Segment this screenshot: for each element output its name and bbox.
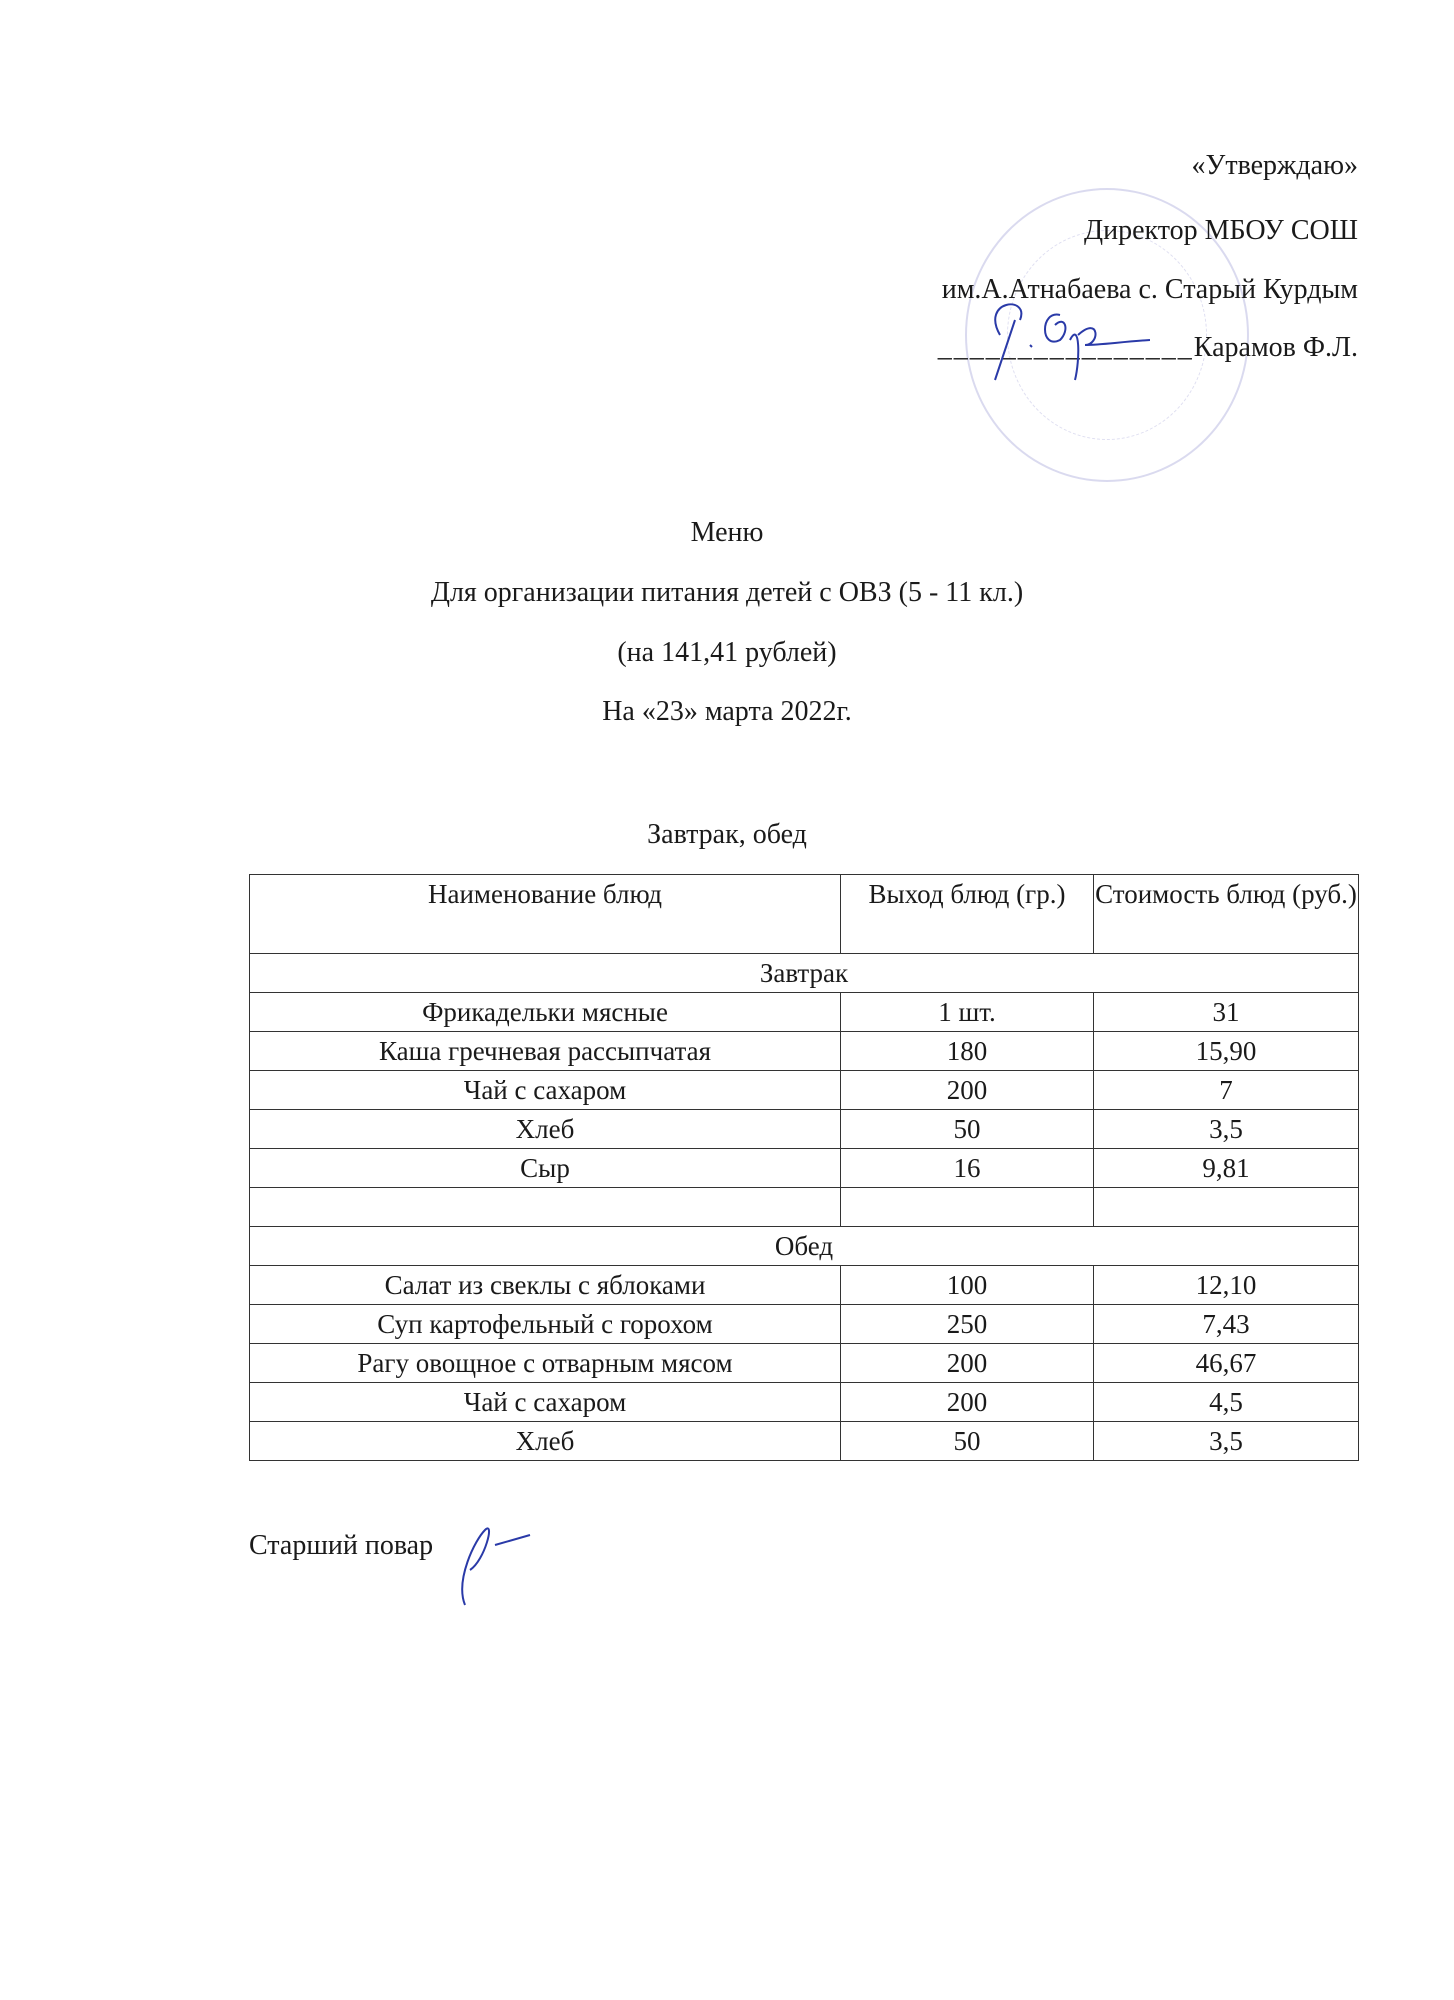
dish-name: Каша гречневая рассыпчатая [250,1032,841,1071]
dish-price: 3,5 [1094,1422,1359,1461]
table-row [250,1422,1359,1461]
section-title: Завтрак [250,954,1359,993]
section-row [250,1227,1359,1266]
dish-weight: 50 [841,1422,1094,1461]
signature-line: ________________ [937,332,1194,363]
approval-position: Директор МБОУ СОШ [1083,215,1358,246]
table-row [250,1266,1359,1305]
dish-name: Хлеб [250,1422,841,1461]
table-row [250,1305,1359,1344]
table-header [250,875,1359,954]
dish-name: Суп картофельный с горохом [250,1305,841,1344]
dish-price [1094,1188,1359,1227]
dish-weight: 100 [841,1266,1094,1305]
table-row [250,1383,1359,1422]
director-signature-icon [960,280,1150,390]
dish-name: Чай с сахаром [250,1071,841,1110]
table-row [250,1071,1359,1110]
header-dish: Наименование блюд [250,875,841,954]
dish-name: Сыр [250,1149,841,1188]
cook-signature-icon [455,1520,535,1610]
dish-price: 12,10 [1094,1266,1359,1305]
menu-price: (на 141,41 рублей) [617,637,837,668]
dish-price: 7,43 [1094,1305,1359,1344]
dish-price: 9,81 [1094,1149,1359,1188]
table-row [250,1344,1359,1383]
dish-price: 3,5 [1094,1110,1359,1149]
table-row [250,1149,1359,1188]
dish-price: 46,67 [1094,1344,1359,1383]
dish-name: Фрикадельки мясные [250,993,841,1032]
approval-school: им.А.Атнабаева с. Старый Курдым [941,274,1358,305]
dish-weight: 50 [841,1110,1094,1149]
dish-price: 31 [1094,993,1359,1032]
dish-name [250,1188,841,1227]
header-price: Стоимость блюд (руб.) [1094,875,1359,954]
dish-weight: 200 [841,1383,1094,1422]
section-row [250,954,1359,993]
dish-price: 15,90 [1094,1032,1359,1071]
section-title: Обед [250,1227,1359,1266]
dish-weight: 200 [841,1344,1094,1383]
dish-weight: 16 [841,1149,1094,1188]
director-name: Карамов Ф.Л. [1193,332,1358,363]
dish-weight: 200 [841,1071,1094,1110]
menu-meals: Завтрак, обед [647,819,807,850]
dish-price: 7 [1094,1071,1359,1110]
table-row [250,1110,1359,1149]
table-row [250,1188,1359,1227]
dish-name: Салат из свеклы с яблоками [250,1266,841,1305]
menu-title: Меню [690,517,764,548]
dish-name: Хлеб [250,1110,841,1149]
dish-name: Рагу овощное с отварным мясом [250,1344,841,1383]
table-row [250,1032,1359,1071]
dish-price: 4,5 [1094,1383,1359,1422]
menu-subtitle: Для организации питания детей с ОВЗ (5 - 11 кл.) [430,577,1024,608]
senior-cook-label: Старший повар [249,1530,434,1561]
menu-date: На «23» марта 2022г. [602,696,852,727]
dish-weight: 1 шт. [841,993,1094,1032]
menu-table [249,874,1359,1461]
dish-weight: 180 [841,1032,1094,1071]
table-row [250,993,1359,1032]
dish-name: Чай с сахаром [250,1383,841,1422]
header-weight: Выход блюд (гр.) [841,875,1094,954]
dish-weight: 250 [841,1305,1094,1344]
dish-weight [841,1188,1094,1227]
approval-title: «Утверждаю» [1191,150,1358,181]
